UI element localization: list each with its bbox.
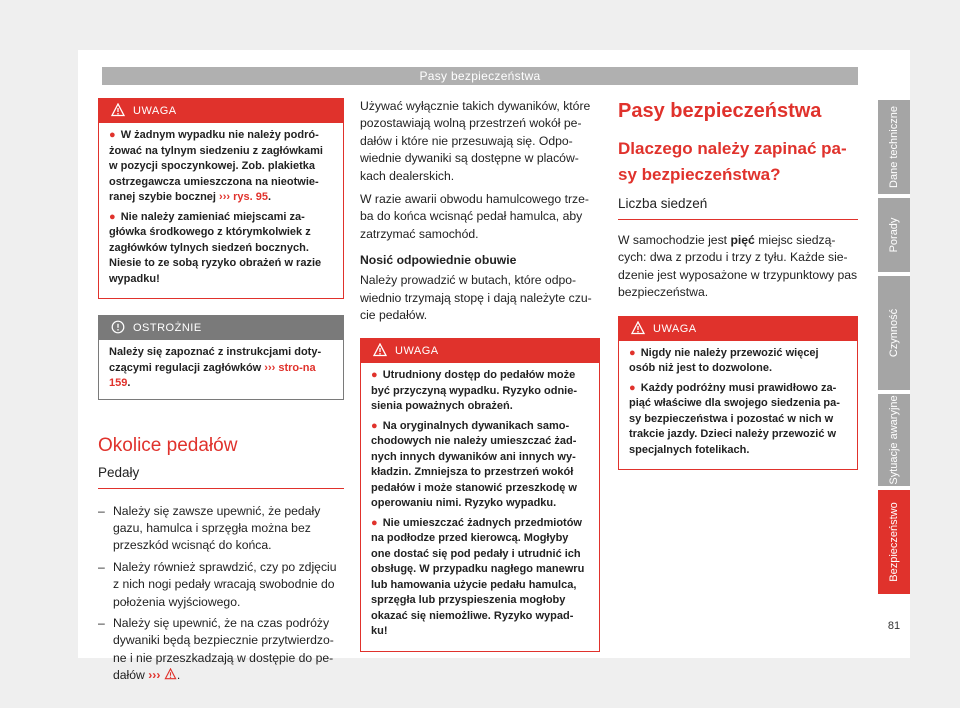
warning-item-text: Nie umieszczać żadnych przedmiotów na podłodze przed kierowcą. Mogłyby one dostać się pod pedały i utrudnić ich obsługę. W przypadku nagłego manewru lub hamowania użycie pedału hamulca, sprzęgła lub przyspieszenia mogłoby okazać się niemożliwe. Ryzyko wypad-ku! <box>371 516 585 638</box>
bullet-dot-icon: ● <box>629 381 636 394</box>
warning-item-text: W żadnym wypadku nie należy podró-żować na tylnym siedzeniu z zagłówkami w pozycji spoczynkowej. Zob. plakietka ostrzegawcza umieszczona na nieotwie-ranej szybie bocznej <box>109 129 323 203</box>
bullet-dot-icon: ● <box>109 210 116 223</box>
bullet-dot-icon: ● <box>629 346 636 359</box>
tab-czynnosc[interactable] <box>878 276 910 390</box>
bullet-dot-icon: ● <box>371 419 378 432</box>
column-left <box>98 98 344 689</box>
column-middle <box>360 98 600 652</box>
subsection-title: Pedały <box>98 464 140 480</box>
dash-marker: – <box>98 559 105 574</box>
warning-item <box>371 516 589 640</box>
warning-item <box>109 210 333 288</box>
running-header <box>102 67 858 85</box>
warning-triangle-icon <box>111 103 125 117</box>
paragraph-text: miejsc siedzą-cych: dwa z przodu i trzy z tyłu. Każde sie-dzenie jest wyposażone w trzypunktowy pas bezpieczeństwa. <box>618 233 858 300</box>
list-item-text: Należy się zawsze upewnić, że pedały gazu, hamulca i sprzęgła można bez przeszkód wcisnąć do końca. <box>113 503 321 553</box>
column-right <box>618 98 858 470</box>
warning-item-text: Utrudniony dostęp do pedałów może być przyczyną wypadku. Ryzyko odnie-sienia poważnych obrażeń. <box>371 369 578 413</box>
list-item <box>98 615 344 685</box>
ref-arrows-icon: ››› <box>264 361 276 374</box>
caution-label: OSTROŻNIE <box>133 322 202 334</box>
warning-label: UWAGA <box>395 345 439 358</box>
section-divider <box>618 219 858 220</box>
warning-body <box>99 123 343 298</box>
dash-marker: – <box>98 503 105 518</box>
tab-bezpieczenstwo[interactable] <box>878 490 910 594</box>
sentence-end: . <box>176 668 181 683</box>
ref-arrows-icon: ››› <box>148 668 161 683</box>
tab-label: Porady <box>888 217 900 253</box>
warning-item-text: Nigdy nie należy przewozić więcej osób niż jest to dozwolone. <box>629 346 819 375</box>
list-item <box>98 503 344 555</box>
list-item-text: Należy się upewnić, że na czas podróży dywaniki będą bezpiecznie przytwierdzo-ne i nie przeszkadzają w dostępie do pe-dałów <box>113 615 334 683</box>
caution-header <box>99 316 343 340</box>
bullet-dot-icon: ● <box>109 129 116 141</box>
warning-header <box>619 317 857 341</box>
warning-item <box>109 128 333 206</box>
seat-count: pięć <box>730 233 755 247</box>
warning-triangle-icon[interactable] <box>164 668 177 680</box>
warning-box <box>618 316 858 471</box>
bullet-dot-icon: ● <box>371 369 378 382</box>
caution-text <box>109 345 333 392</box>
warning-item <box>371 368 589 415</box>
warning-item <box>371 419 589 512</box>
tab-porady[interactable] <box>878 198 910 272</box>
footwear-heading: Nosić odpowiednie obuwie <box>360 253 517 268</box>
running-header-title: Pasy bezpieczeństwa <box>419 69 541 83</box>
caution-box <box>98 315 344 400</box>
chapter-subtitle: Dlaczego należy zapinać pa-sy bezpieczeństwa? <box>618 139 847 184</box>
subsection-title: Liczba siedzeń <box>618 196 708 211</box>
tab-label: Czynność <box>888 308 900 358</box>
page-ref-link[interactable]: stro-na 159 <box>109 361 316 389</box>
caution-circle-icon <box>111 320 125 334</box>
warning-triangle-icon <box>373 343 387 357</box>
page-number: 81 <box>887 620 901 632</box>
caution-text-body: Należy się zapoznać z instrukcjami doty-czącymi regulacji zagłówków <box>109 346 322 374</box>
list-item <box>98 559 344 611</box>
warning-body <box>361 363 599 651</box>
warning-header <box>361 339 599 363</box>
warning-box <box>98 98 344 299</box>
sentence-end: . <box>127 377 131 389</box>
paragraph <box>618 232 858 302</box>
section-title: Okolice pedałów <box>98 434 238 456</box>
tab-sytuacje-awaryjne[interactable] <box>878 394 910 486</box>
warning-item-text: Na oryginalnych dywanikach samo-chodowych nie należy umieszczać żad-nych innych dywaników ani innych wy-kładzin. Zmniejsza to przestrzeń wokół pedałów i może stanowić przeszkodę w operowaniu nimi. Ryzyko wypadku. <box>371 419 577 510</box>
warning-header <box>99 99 343 123</box>
tab-label: Dane techniczne <box>888 106 900 188</box>
warning-item-text: Każdy podróżny musi prawidłowo za-piąć właściwe dla swojego siedzenia pa-sy bezpieczeństwa i pozostać w nich w trakcie jazdy. Dzieci należy przewozić w specjalnych fotelikach. <box>629 381 840 456</box>
sentence-end: . <box>267 191 272 203</box>
dash-marker: – <box>98 615 105 630</box>
dash-list <box>98 503 344 685</box>
caution-body <box>99 340 343 399</box>
warning-body <box>619 341 857 470</box>
figure-ref-link[interactable]: rys. 95 <box>233 191 268 203</box>
chapter-title: Pasy bezpieczeństwa <box>618 100 822 122</box>
paragraph: W razie awarii obwodu hamulcowego trze-ba do końca wcisnąć pedał hamulca, aby zatrzymać samochód. <box>360 192 589 241</box>
warning-triangle-icon <box>631 321 645 335</box>
paragraph: Używać wyłącznie takich dywaników, które pozostawiają wolną przestrzeń wokół pe-dałów i które nie przesuwają się. Odpo-wiednie dywaniki są dostępne w placów-kach dealerskich. <box>360 99 591 183</box>
warning-label: UWAGA <box>653 322 697 335</box>
warning-item <box>629 346 847 377</box>
warning-item <box>629 381 847 459</box>
tab-label: Sytuacje awaryjne <box>888 395 900 485</box>
paragraph-text: W samochodzie jest <box>618 233 728 247</box>
bullet-dot-icon: ● <box>371 516 378 529</box>
section-divider <box>98 488 344 489</box>
tab-dane-techniczne[interactable] <box>878 100 910 194</box>
warning-label: UWAGA <box>133 105 177 117</box>
ref-arrows-icon: ››› <box>219 191 231 203</box>
list-item-text: Należy również sprawdzić, czy po zdjęciu z nich nogi pedały wracają swobodnie do położenia wyjściowego. <box>113 559 337 609</box>
tab-label: Bezpieczeństwo <box>888 502 900 582</box>
pedals-section <box>98 434 344 685</box>
warning-item-text: Nie należy zamieniać miejscami za-główka środkowego z którymkolwiek z zagłówków tylnych siedzeń bocznych. Niesie to ze sobą ryzyko obrażeń w razie wypadku! <box>109 210 322 285</box>
warning-box <box>360 338 600 652</box>
paragraph: Należy prowadzić w butach, które odpo-wiednio trzymają stopę i dają należyte czu-cie pedałów. <box>360 273 592 323</box>
